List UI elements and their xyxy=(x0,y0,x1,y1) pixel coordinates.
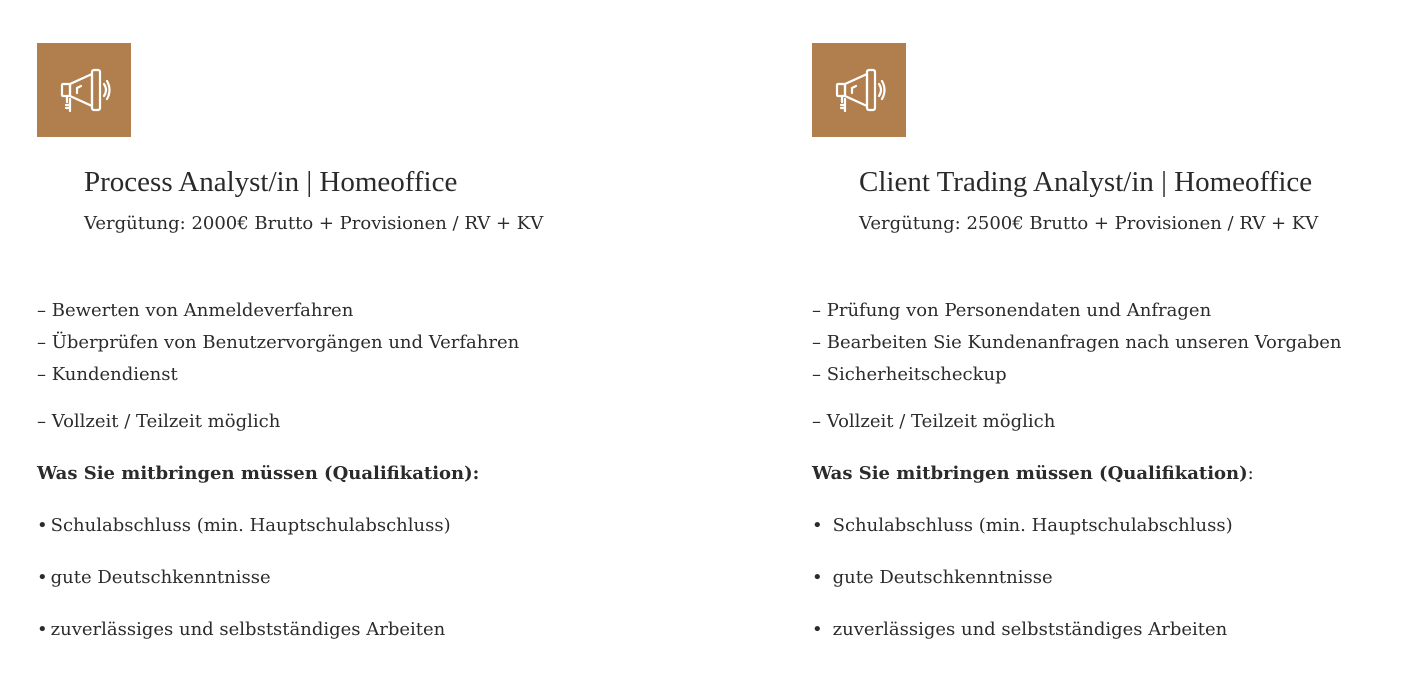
qualification-heading xyxy=(812,463,1254,485)
bullet-icon: • xyxy=(37,619,48,640)
qualification-item xyxy=(37,619,445,641)
task-item: – Bewerten von Anmeldeverfahren xyxy=(37,300,354,321)
qualification-heading-colon: : xyxy=(1247,463,1254,484)
task-list xyxy=(37,295,519,391)
bullet-icon: • xyxy=(812,515,823,536)
job-title[interactable]: Process Analyst/in | Homeoffice xyxy=(84,166,458,198)
job-card-process-analyst xyxy=(37,43,637,640)
job-icon-box xyxy=(37,43,131,137)
qualification-text: zuverlässiges und selbstständiges Arbeiten xyxy=(832,619,1228,640)
qualification-item xyxy=(812,515,1233,537)
task-item: – Bearbeiten Sie Kundenanfragen nach unseren Vorgaben xyxy=(812,332,1342,353)
salary-text: Vergütung: 2500€ Brutto + Provisionen / RV + KV xyxy=(859,213,1319,234)
bullet-icon: • xyxy=(812,619,823,640)
megaphone-icon xyxy=(831,64,887,116)
bullet-icon: • xyxy=(37,515,48,536)
worktime-text: – Vollzeit / Teilzeit möglich xyxy=(812,411,1056,432)
qualification-item xyxy=(812,567,1053,589)
worktime-text: – Vollzeit / Teilzeit möglich xyxy=(37,411,281,432)
qualification-heading-text: Was Sie mitbringen müssen (Qualifikation): xyxy=(37,463,480,484)
qualification-text: Schulabschluss (min. Hauptschulabschluss) xyxy=(50,515,451,536)
bullet-icon: • xyxy=(37,567,48,588)
task-list xyxy=(812,295,1342,391)
qualification-heading-text: Was Sie mitbringen müssen (Qualifikation) xyxy=(812,463,1248,484)
job-title[interactable]: Client Trading Analyst/in | Homeoffice xyxy=(859,166,1313,198)
megaphone-icon xyxy=(56,64,112,116)
salary-text: Vergütung: 2000€ Brutto + Provisionen / RV + KV xyxy=(84,213,544,234)
qualification-text: zuverlässiges und selbstständiges Arbeiten xyxy=(50,619,446,640)
qualification-text: gute Deutschkenntnisse xyxy=(832,567,1053,588)
job-card-client-trading-analyst xyxy=(812,43,1406,640)
task-item: – Sicherheitscheckup xyxy=(812,364,1007,385)
bullet-icon: • xyxy=(812,567,823,588)
qualification-text: Schulabschluss (min. Hauptschulabschluss) xyxy=(832,515,1233,536)
qualification-heading xyxy=(37,463,479,485)
qualification-item xyxy=(812,619,1227,641)
qualification-text: gute Deutschkenntnisse xyxy=(50,567,271,588)
qualification-item xyxy=(37,567,271,589)
job-icon-box xyxy=(812,43,906,137)
task-item: – Kundendienst xyxy=(37,364,178,385)
task-item: – Überprüfen von Benutzervorgängen und Verfahren xyxy=(37,332,520,353)
qualification-item xyxy=(37,515,451,537)
task-item: – Prüfung von Personendaten und Anfragen xyxy=(812,300,1212,321)
